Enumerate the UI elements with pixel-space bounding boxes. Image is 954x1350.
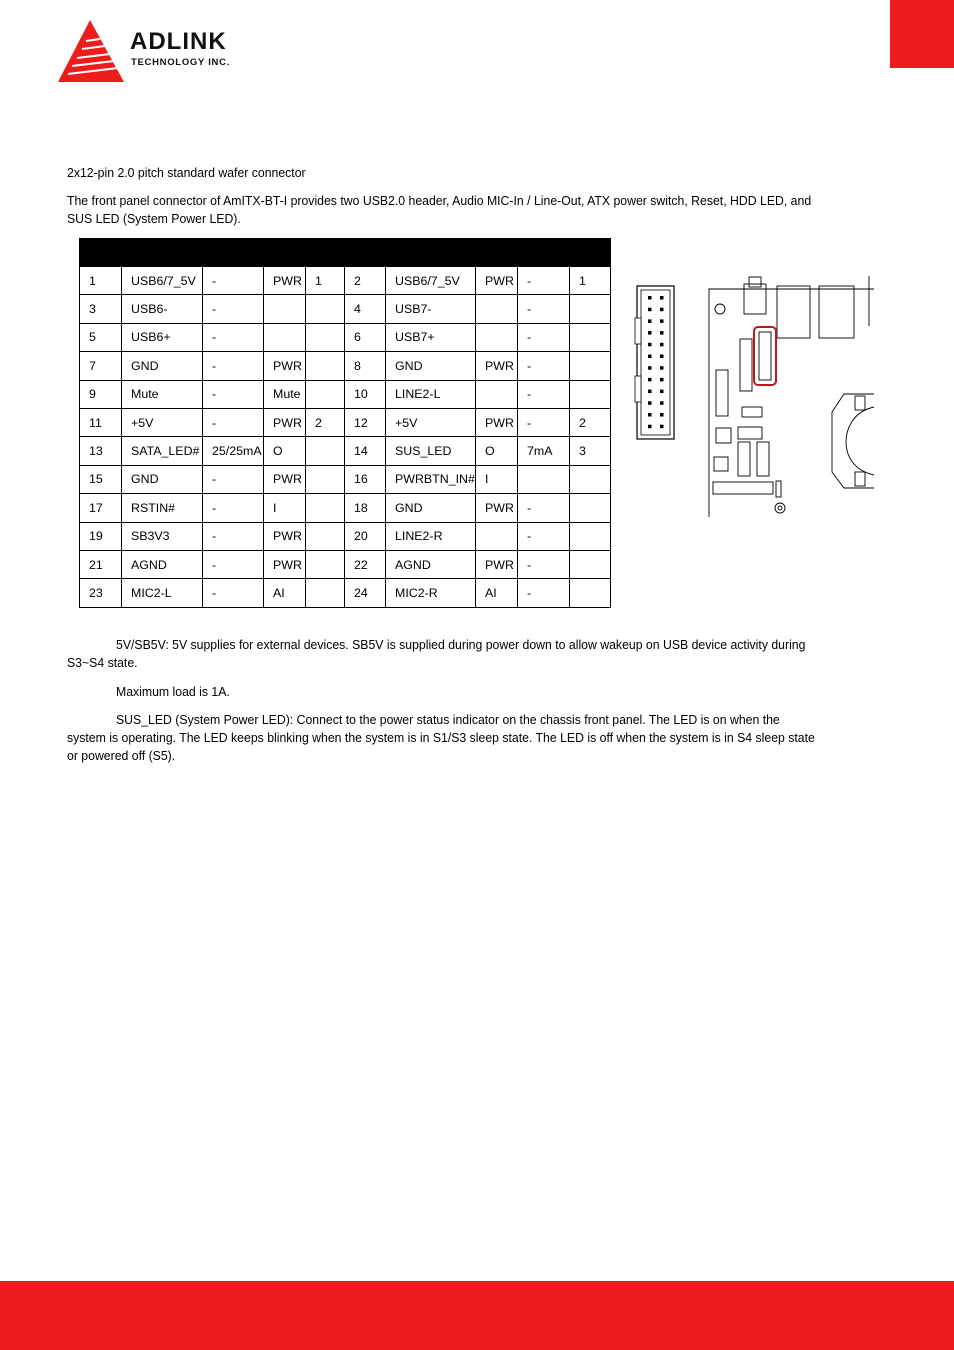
table-cell: USB6/7_5V (122, 267, 203, 295)
table-row (80, 437, 611, 465)
brand-name: ADLINK (130, 28, 227, 55)
table-cell: - (203, 295, 264, 323)
table-cell: - (203, 522, 264, 550)
header-cell (386, 239, 476, 267)
motherboard-outline (709, 276, 874, 517)
connector-pin (648, 331, 652, 335)
footer-bar (0, 1281, 954, 1350)
connector-pinout-icon (635, 286, 674, 439)
table-cell: USB6+ (122, 323, 203, 351)
table-cell: - (518, 323, 570, 351)
table-cell (570, 323, 611, 351)
connector-pin (648, 319, 652, 323)
table-cell (306, 295, 345, 323)
table-cell: USB7+ (386, 323, 476, 351)
header-cell (570, 239, 611, 267)
table-cell (264, 323, 306, 351)
table-cell: PWR (476, 550, 518, 578)
table-cell: PWR (264, 550, 306, 578)
table-cell: 16 (345, 465, 386, 493)
note-max-load: Maximum load is 1A. (116, 684, 230, 699)
connector-pin (648, 308, 652, 312)
table-row (80, 352, 611, 380)
table-cell (306, 494, 345, 522)
table-cell: 2 (570, 408, 611, 436)
connector-pin (648, 378, 652, 382)
table-cell: 5 (80, 323, 122, 351)
description-line1: The front panel connector of AmITX-BT-I provides two USB2.0 header, Audio MIC-In / Line-Out, ATX power switch, Reset, HDD LED, and (67, 193, 812, 208)
table-cell: Mute (264, 380, 306, 408)
table-cell: MIC2-L (122, 579, 203, 607)
table-row (80, 380, 611, 408)
table-cell: 25/25mA (203, 437, 264, 465)
table-header-row (80, 239, 611, 267)
table-cell: 19 (80, 522, 122, 550)
table-cell: SUS_LED (386, 437, 476, 465)
table-cell: - (203, 465, 264, 493)
table-cell: 24 (345, 579, 386, 607)
brand-subtitle: TECHNOLOGY INC. (131, 57, 230, 68)
table-row (80, 465, 611, 493)
table-cell (306, 465, 345, 493)
table-cell: 6 (345, 323, 386, 351)
table-cell: 1 (306, 267, 345, 295)
table-cell (570, 380, 611, 408)
connector-pin (648, 413, 652, 417)
table-cell: USB6- (122, 295, 203, 323)
connector-pin (660, 296, 664, 300)
table-cell: PWR (476, 408, 518, 436)
table-cell (570, 550, 611, 578)
table-cell (264, 295, 306, 323)
adlink-triangle-icon (56, 18, 128, 86)
table-cell: PWR (476, 494, 518, 522)
connector-pin (660, 378, 664, 382)
table-cell: - (203, 323, 264, 351)
table-cell: AI (476, 579, 518, 607)
table-cell: 3 (570, 437, 611, 465)
header-cell (476, 239, 518, 267)
table-cell: PWR (476, 267, 518, 295)
table-cell: AGND (386, 550, 476, 578)
table-cell (570, 295, 611, 323)
table-cell: PWR (476, 352, 518, 380)
connector-pin (660, 401, 664, 405)
table-cell: - (203, 579, 264, 607)
table-cell: 20 (345, 522, 386, 550)
table-cell: O (476, 437, 518, 465)
connector-pin (648, 355, 652, 359)
table-cell (306, 352, 345, 380)
table-cell: 12 (345, 408, 386, 436)
table-cell: +5V (386, 408, 476, 436)
table-cell: 21 (80, 550, 122, 578)
table-cell: - (518, 352, 570, 380)
table-cell: GND (386, 494, 476, 522)
table-cell: 3 (80, 295, 122, 323)
table-cell (306, 550, 345, 578)
table-cell: AI (264, 579, 306, 607)
connector-pin (648, 390, 652, 394)
table-cell: I (476, 465, 518, 493)
corner-tab (890, 0, 954, 68)
table-cell: 2 (345, 267, 386, 295)
table-cell: 13 (80, 437, 122, 465)
connector-pin (660, 308, 664, 312)
table-cell: PWR (264, 522, 306, 550)
table-cell: 11 (80, 408, 122, 436)
header-cell (203, 239, 264, 267)
note-sus-led-line1: SUS_LED (System Power LED): Connect to the power status indicator on the chassis front panel. The LED is on when the (116, 712, 780, 727)
connector-pin (660, 413, 664, 417)
header-cell (122, 239, 203, 267)
table-cell: PWR (264, 465, 306, 493)
connector-pin (648, 425, 652, 429)
table-cell: - (203, 380, 264, 408)
table-row (80, 323, 611, 351)
table-cell: - (518, 295, 570, 323)
adlink-logo (56, 18, 271, 86)
connector-pin (648, 296, 652, 300)
table-cell: - (518, 408, 570, 436)
table-cell: - (203, 352, 264, 380)
table-cell: GND (386, 352, 476, 380)
board-location-diagram (634, 272, 874, 522)
table-cell: - (203, 494, 264, 522)
table-cell: - (203, 267, 264, 295)
table-cell (570, 465, 611, 493)
table-cell: PWRBTN_IN# (386, 465, 476, 493)
table-cell: PWR (264, 408, 306, 436)
header-cell (518, 239, 570, 267)
table-cell (476, 295, 518, 323)
table-cell (570, 579, 611, 607)
note-5v-line2: S3~S4 state. (67, 655, 138, 670)
table-cell (476, 323, 518, 351)
table-cell (306, 380, 345, 408)
table-cell: 1 (80, 267, 122, 295)
table-cell: MIC2-R (386, 579, 476, 607)
table-cell: RSTIN# (122, 494, 203, 522)
table-cell: GND (122, 465, 203, 493)
table-cell: - (518, 380, 570, 408)
connector-pin (660, 366, 664, 370)
table-row (80, 550, 611, 578)
table-cell: - (203, 550, 264, 578)
table-cell: 17 (80, 494, 122, 522)
table-row (80, 494, 611, 522)
table-cell (306, 323, 345, 351)
table-cell: 18 (345, 494, 386, 522)
table-cell: AGND (122, 550, 203, 578)
table-cell: - (518, 579, 570, 607)
connector-pin (648, 343, 652, 347)
table-cell (306, 579, 345, 607)
table-cell: SATA_LED# (122, 437, 203, 465)
table-cell: 23 (80, 579, 122, 607)
table-cell: LINE2-L (386, 380, 476, 408)
table-cell: PWR (264, 352, 306, 380)
table-cell: I (264, 494, 306, 522)
table-cell (476, 380, 518, 408)
table-cell: 15 (80, 465, 122, 493)
table-cell: - (203, 408, 264, 436)
table-cell: 22 (345, 550, 386, 578)
connector-pin (660, 331, 664, 335)
connector-spec: 2x12-pin 2.0 pitch standard wafer connector (67, 165, 306, 180)
table-cell (570, 494, 611, 522)
table-row (80, 267, 611, 295)
table-cell: GND (122, 352, 203, 380)
table-cell: USB6/7_5V (386, 267, 476, 295)
pin-assignment-table (79, 238, 611, 608)
table-cell (570, 522, 611, 550)
table-row (80, 522, 611, 550)
table-cell (476, 522, 518, 550)
table-cell: 9 (80, 380, 122, 408)
header-cell (264, 239, 306, 267)
connector-pin (648, 366, 652, 370)
table-cell: 14 (345, 437, 386, 465)
connector-pin (660, 343, 664, 347)
table-cell: O (264, 437, 306, 465)
connector-pin (660, 355, 664, 359)
connector-pin (660, 425, 664, 429)
table-cell: USB7- (386, 295, 476, 323)
table-cell: - (518, 494, 570, 522)
connector-pin (648, 401, 652, 405)
table-cell: 2 (306, 408, 345, 436)
table-cell: +5V (122, 408, 203, 436)
table-cell (306, 437, 345, 465)
note-sus-led-line2: system is operating. The LED keeps blinking when the system is in S1/S3 sleep state. The LED is off when the system is in S4 sleep state (67, 730, 815, 745)
connector-pin (660, 319, 664, 323)
table-cell: 1 (570, 267, 611, 295)
header-cell (306, 239, 345, 267)
table-cell (570, 352, 611, 380)
table-cell: 4 (345, 295, 386, 323)
table-cell: PWR (264, 267, 306, 295)
description-line2: SUS LED (System Power LED). (67, 211, 241, 226)
table-cell: 7 (80, 352, 122, 380)
header-cell (80, 239, 122, 267)
note-5v-line1: 5V/SB5V: 5V supplies for external devices. SB5V is supplied during power down to allow wakeup on USB device activity during (116, 637, 806, 652)
table-cell (518, 465, 570, 493)
table-cell (306, 522, 345, 550)
note-sus-led-line3: or powered off (S5). (67, 748, 176, 763)
table-row (80, 408, 611, 436)
table-cell: LINE2-R (386, 522, 476, 550)
table-row (80, 295, 611, 323)
table-row (80, 579, 611, 607)
connector-pin (660, 390, 664, 394)
header-cell (345, 239, 386, 267)
table-cell: - (518, 267, 570, 295)
table-cell: - (518, 550, 570, 578)
table-cell: 7mA (518, 437, 570, 465)
table-cell: 10 (345, 380, 386, 408)
table-cell: SB3V3 (122, 522, 203, 550)
table-cell: - (518, 522, 570, 550)
table-cell: Mute (122, 380, 203, 408)
table-cell: 8 (345, 352, 386, 380)
